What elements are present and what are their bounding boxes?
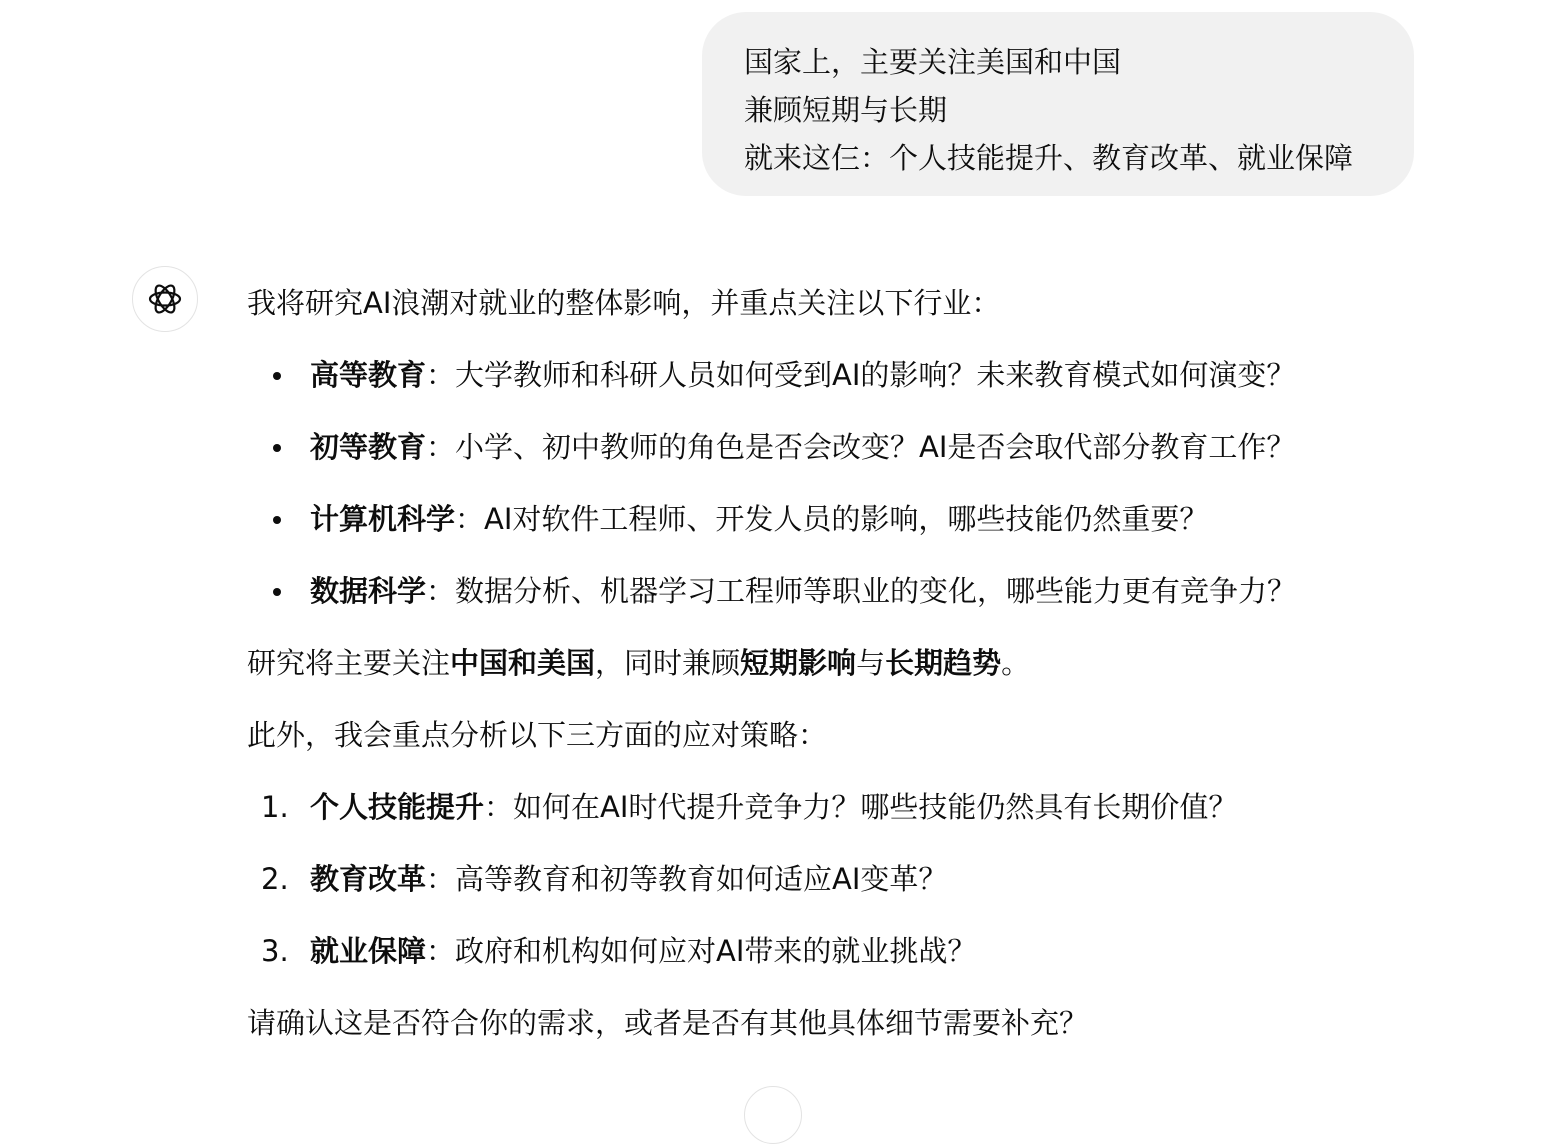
item-number: 2. [261, 862, 289, 896]
item-title: 个人技能提升 [310, 790, 485, 824]
list-item [247, 855, 1447, 903]
item-text: 数据分析、机器学习工程师等职业的变化，哪些能力更有竞争力？ [455, 574, 1297, 608]
item-title: 教育改革 [310, 862, 427, 896]
item-text: 小学、初中教师的角色是否会改变？AI是否会取代部分教育工作？ [455, 430, 1296, 464]
item-title: 高等教育 [310, 358, 427, 392]
item-separator: ： [426, 934, 456, 968]
focus-text: 研究将主要关注 [247, 646, 451, 680]
assistant-message [247, 279, 1447, 1047]
item-title: 就业保障 [310, 934, 427, 968]
item-text: 大学教师和科研人员如何受到AI的影响？未来教育模式如何演变？ [455, 358, 1296, 392]
user-message-line: 国家上，主要关注美国和中国 [744, 45, 1122, 79]
item-text: 政府和机构如何应对AI带来的就业挑战？ [455, 934, 977, 968]
list-item [247, 783, 1447, 831]
user-message-line: 兼顾短期与长期 [744, 93, 948, 127]
strategy-list [247, 783, 1447, 975]
user-message-bubble [702, 12, 1414, 196]
focus-text: 。 [1001, 646, 1031, 680]
user-message-line: 就来这仨：个人技能提升、教育改革、就业保障 [744, 141, 1354, 175]
item-title: 初等教育 [310, 430, 427, 464]
item-separator: ： [426, 358, 456, 392]
list-item [247, 927, 1447, 975]
list-item [247, 423, 1447, 471]
item-separator: ： [426, 430, 456, 464]
list-item [247, 567, 1447, 615]
item-title: 计算机科学 [310, 502, 456, 536]
focus-countries: 中国和美国 [450, 646, 596, 680]
focus-short-term: 短期影响 [740, 646, 857, 680]
openai-logo-icon [145, 279, 185, 319]
item-separator: ： [484, 790, 514, 824]
focus-long-term: 长期趋势 [885, 646, 1002, 680]
item-title: 数据科学 [310, 574, 427, 608]
item-text: 如何在AI时代提升竞争力？哪些技能仍然具有长期价值？ [513, 790, 1238, 824]
focus-text: ，同时兼顾 [595, 646, 741, 680]
item-number: 3. [261, 934, 289, 968]
assistant-intro: 我将研究AI浪潮对就业的整体影响，并重点关注以下行业： [247, 286, 1001, 320]
focus-paragraph [247, 639, 1447, 687]
item-separator: ： [455, 502, 485, 536]
list-item [247, 495, 1447, 543]
bullet-dot [273, 444, 281, 452]
item-text: 高等教育和初等教育如何适应AI变革？ [455, 862, 948, 896]
assistant-avatar [132, 266, 198, 332]
bullet-dot [273, 516, 281, 524]
bullet-dot [273, 372, 281, 380]
strategy-intro: 此外，我会重点分析以下三方面的应对策略： [247, 718, 828, 752]
scroll-down-button[interactable] [744, 1086, 802, 1144]
item-number: 1. [261, 790, 289, 824]
industry-list [247, 351, 1447, 615]
item-separator: ： [426, 862, 456, 896]
list-item [247, 351, 1447, 399]
focus-text: 与 [856, 646, 886, 680]
item-text: AI对软件工程师、开发人员的影响，哪些技能仍然重要？ [484, 502, 1209, 536]
item-separator: ： [426, 574, 456, 608]
bullet-dot [273, 588, 281, 596]
closing-question: 请确认这是否符合你的需求，或者是否有其他具体细节需要补充？ [247, 1006, 1089, 1040]
